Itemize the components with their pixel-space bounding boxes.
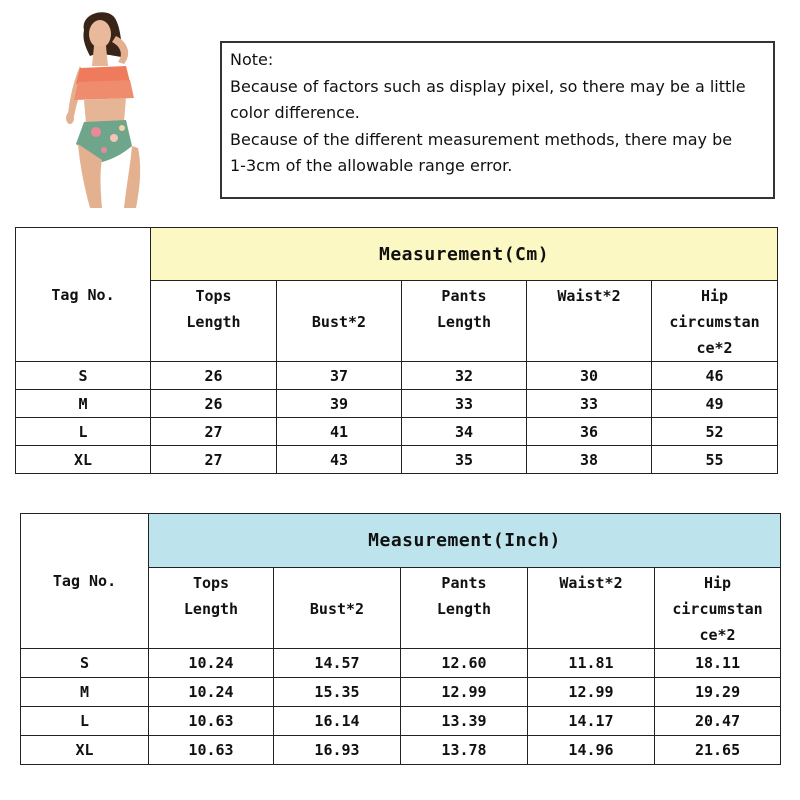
table-cell: 43 bbox=[277, 446, 402, 474]
table-cell: 35 bbox=[402, 446, 527, 474]
column-header: Tops Length bbox=[151, 281, 277, 362]
table-cell: 21.65 bbox=[655, 736, 781, 765]
table-cell: 13.78 bbox=[401, 736, 528, 765]
size-tag: M bbox=[16, 390, 151, 418]
table-cell: 15.35 bbox=[274, 678, 401, 707]
table-row bbox=[16, 446, 778, 474]
table-cell: 20.47 bbox=[655, 707, 781, 736]
column-header: Hip circumstan ce*2 bbox=[652, 281, 778, 362]
table-cell: 46 bbox=[652, 362, 778, 390]
column-header: Hip circumstan ce*2 bbox=[655, 568, 781, 649]
note-title: Note: bbox=[230, 50, 274, 69]
note-box bbox=[220, 41, 775, 199]
table-cell: 10.24 bbox=[149, 649, 274, 678]
note-line: color difference. bbox=[230, 103, 360, 122]
column-header: Tops Length bbox=[149, 568, 274, 649]
size-tag: XL bbox=[16, 446, 151, 474]
table-row bbox=[16, 390, 778, 418]
table-row bbox=[21, 707, 781, 736]
table-cell: 11.81 bbox=[528, 649, 655, 678]
table-cell: 18.11 bbox=[655, 649, 781, 678]
size-tag: S bbox=[21, 649, 149, 678]
table-cell: 19.29 bbox=[655, 678, 781, 707]
table-cell: 10.24 bbox=[149, 678, 274, 707]
table-cell: 33 bbox=[402, 390, 527, 418]
column-header: Pants Length bbox=[401, 568, 528, 649]
table-cell: 27 bbox=[151, 446, 277, 474]
size-tag: L bbox=[21, 707, 149, 736]
tag-no-header: Tag No. bbox=[16, 228, 151, 362]
measurement-title: Measurement(Cm) bbox=[151, 228, 778, 281]
table-row bbox=[21, 649, 781, 678]
table-cell: 14.17 bbox=[528, 707, 655, 736]
table-cell: 49 bbox=[652, 390, 778, 418]
table-cell: 12.60 bbox=[401, 649, 528, 678]
table-row bbox=[21, 736, 781, 765]
note-line: Because of the different measurement methods, there may be bbox=[230, 129, 733, 149]
table-cell: 14.96 bbox=[528, 736, 655, 765]
size-tag: XL bbox=[21, 736, 149, 765]
table-cell: 33 bbox=[527, 390, 652, 418]
table-cell: 26 bbox=[151, 362, 277, 390]
table-cell: 55 bbox=[652, 446, 778, 474]
tag-no-header: Tag No. bbox=[21, 514, 149, 649]
table-cell: 13.39 bbox=[401, 707, 528, 736]
column-header: Bust*2 bbox=[277, 281, 402, 362]
table-cell: 32 bbox=[402, 362, 527, 390]
table-row bbox=[16, 362, 778, 390]
table-cell: 10.63 bbox=[149, 736, 274, 765]
table-cell: 16.93 bbox=[274, 736, 401, 765]
table-cell: 37 bbox=[277, 362, 402, 390]
note-line: 1-3cm of the allowable range error. bbox=[230, 156, 513, 175]
table-cell: 10.63 bbox=[149, 707, 274, 736]
note-line: Because of factors such as display pixel, so there may be a little bbox=[230, 76, 746, 96]
table-cell: 38 bbox=[527, 446, 652, 474]
table-cell: 41 bbox=[277, 418, 402, 446]
size-table-inch bbox=[20, 513, 781, 765]
table-cell: 30 bbox=[527, 362, 652, 390]
product-photo bbox=[40, 6, 158, 208]
table-cell: 36 bbox=[527, 418, 652, 446]
table-cell: 27 bbox=[151, 418, 277, 446]
size-tag: M bbox=[21, 678, 149, 707]
table-row bbox=[21, 678, 781, 707]
table-cell: 12.99 bbox=[401, 678, 528, 707]
column-header: Bust*2 bbox=[274, 568, 401, 649]
column-header: Waist*2 bbox=[527, 281, 652, 362]
table-cell: 39 bbox=[277, 390, 402, 418]
measurement-title: Measurement(Inch) bbox=[149, 514, 781, 568]
size-table-cm bbox=[15, 227, 778, 474]
table-cell: 14.57 bbox=[274, 649, 401, 678]
table-cell: 12.99 bbox=[528, 678, 655, 707]
table-cell: 16.14 bbox=[274, 707, 401, 736]
table-cell: 34 bbox=[402, 418, 527, 446]
size-tag: L bbox=[16, 418, 151, 446]
table-row bbox=[16, 418, 778, 446]
column-header: Waist*2 bbox=[528, 568, 655, 649]
table-cell: 52 bbox=[652, 418, 778, 446]
table-cell: 26 bbox=[151, 390, 277, 418]
size-tag: S bbox=[16, 362, 151, 390]
column-header: Pants Length bbox=[402, 281, 527, 362]
